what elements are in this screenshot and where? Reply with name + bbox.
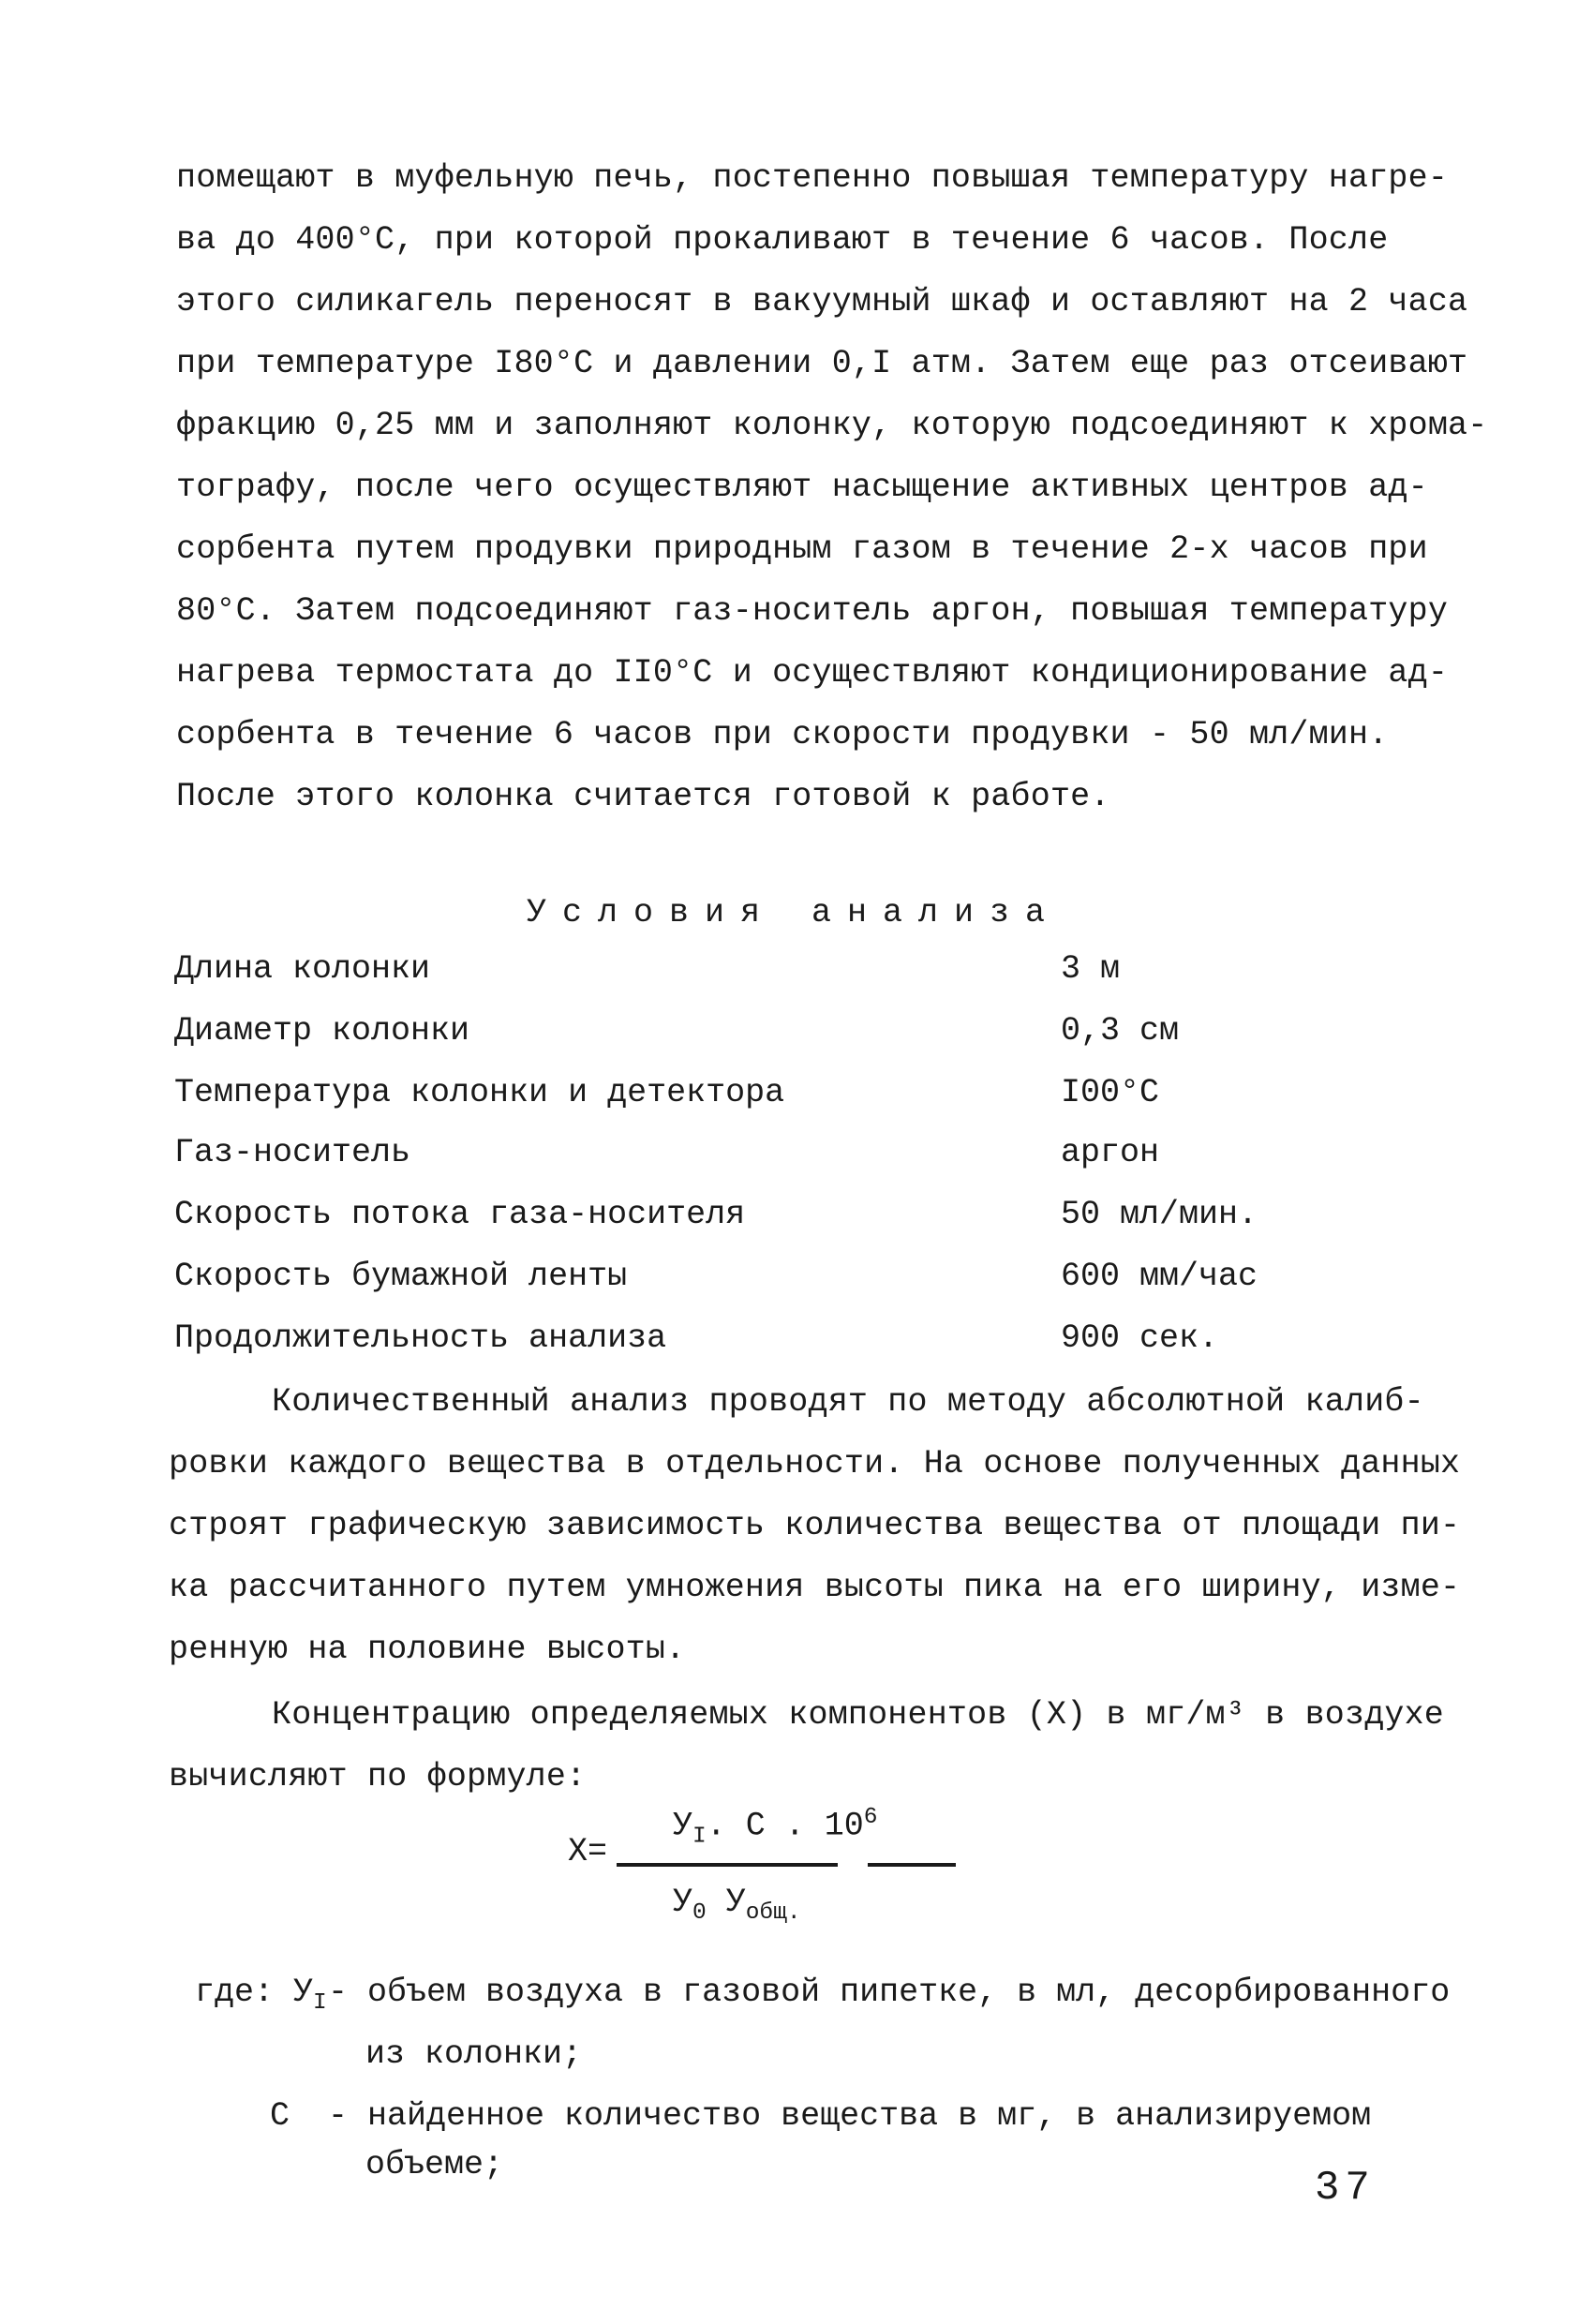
condition-label: Диаметр колонки (174, 1012, 470, 1050)
intro-line: нагрева термостата до II0°С и осуществляют кондиционирование ад- (176, 654, 1449, 692)
definition-symbol: С (270, 2097, 290, 2135)
condition-value: аргон (1061, 1134, 1160, 1171)
intro-line: фракцию 0,25 мм и заполняют колонку, которую подсоединяют к хрома- (176, 407, 1488, 444)
intro-line: сорбента путем продувки природным газом в течение 2-х часов при (176, 530, 1428, 568)
condition-label: Длина колонки (174, 950, 431, 988)
intro-line: После этого колонка считается готовой к работе. (176, 778, 1110, 815)
condition-value: 50 мл/мин. (1061, 1196, 1258, 1233)
condition-label: Температура колонки и детектора (174, 1074, 785, 1111)
intro-line: сорбента в течение 6 часов при скорости продувки - 50 мл/мин. (176, 716, 1389, 753)
intro-line: тографу, после чего осуществляют насыщение активных центров ад- (176, 469, 1428, 506)
intro-line: 80°С. Затем подсоединяют газ-носитель аргон, повышая температуру (176, 592, 1449, 630)
intro-line: ва до 400°С, при которой прокаливают в течение 6 часов. После (176, 221, 1389, 259)
definition-symbol: где: $У_I$ (195, 1974, 327, 2016)
conc-line: вычисляют по формуле: (169, 1758, 587, 1795)
quant-line: строят графическую зависимость количества вещества от площади пи- (169, 1507, 1461, 1544)
conditions-heading: Условия анализа (527, 894, 1062, 931)
condition-label: Продолжительность анализа (174, 1319, 667, 1357)
definition-text: - найденное количество вещества в мг, в анализируемом (328, 2097, 1372, 2135)
condition-value: I00°С (1061, 1074, 1160, 1111)
quant-line: Количественный анализ проводят по методу абсолютной калиб- (272, 1383, 1424, 1421)
fraction-bar (868, 1863, 956, 1867)
intro-line: помещают в муфельную печь, постепенно повышая температуру нагре- (176, 159, 1449, 197)
condition-label: Газ-носитель (174, 1134, 411, 1171)
quant-line: ка рассчитанного путем умножения высоты пика на его ширину, изме- (169, 1569, 1461, 1606)
intro-line: этого силикагель переносят в вакуумный шкаф и оставляют на 2 часа (176, 283, 1468, 320)
page-number: 37 (1315, 2165, 1376, 2212)
conc-line: Концентрацию определяемых компонентов (X) в мг/м³ в воздухе (272, 1696, 1445, 1734)
condition-value: 600 мм/час (1061, 1258, 1258, 1295)
formula-numerator: $У_I$. С . $10^6$ (673, 1805, 878, 1850)
condition-value: 0,3 см (1061, 1012, 1180, 1050)
formula-lhs: X= (568, 1833, 608, 1870)
condition-label: Скорость потока газа-носителя (174, 1196, 746, 1233)
condition-value: 3 м (1061, 950, 1121, 988)
quant-line: ровки каждого вещества в отдельности. На основе полученных данных (169, 1445, 1461, 1482)
quant-line: ренную на половине высоты. (169, 1631, 686, 1668)
condition-value: 900 сек. (1061, 1319, 1219, 1357)
definition-text: объеме; (365, 2146, 504, 2183)
definition-text: - объем воздуха в газовой пипетке, в мл, десорбированного (328, 1974, 1451, 2011)
intro-line: при температуре I80°С и давлении 0,I атм. Затем еще раз отсеивают (176, 345, 1468, 382)
fraction-bar (617, 1863, 838, 1867)
formula-denominator: $У_0$ $У_{общ.}$ (673, 1884, 801, 1926)
definition-text: из колонки; (365, 2035, 583, 2073)
condition-label: Скорость бумажной ленты (174, 1258, 628, 1295)
